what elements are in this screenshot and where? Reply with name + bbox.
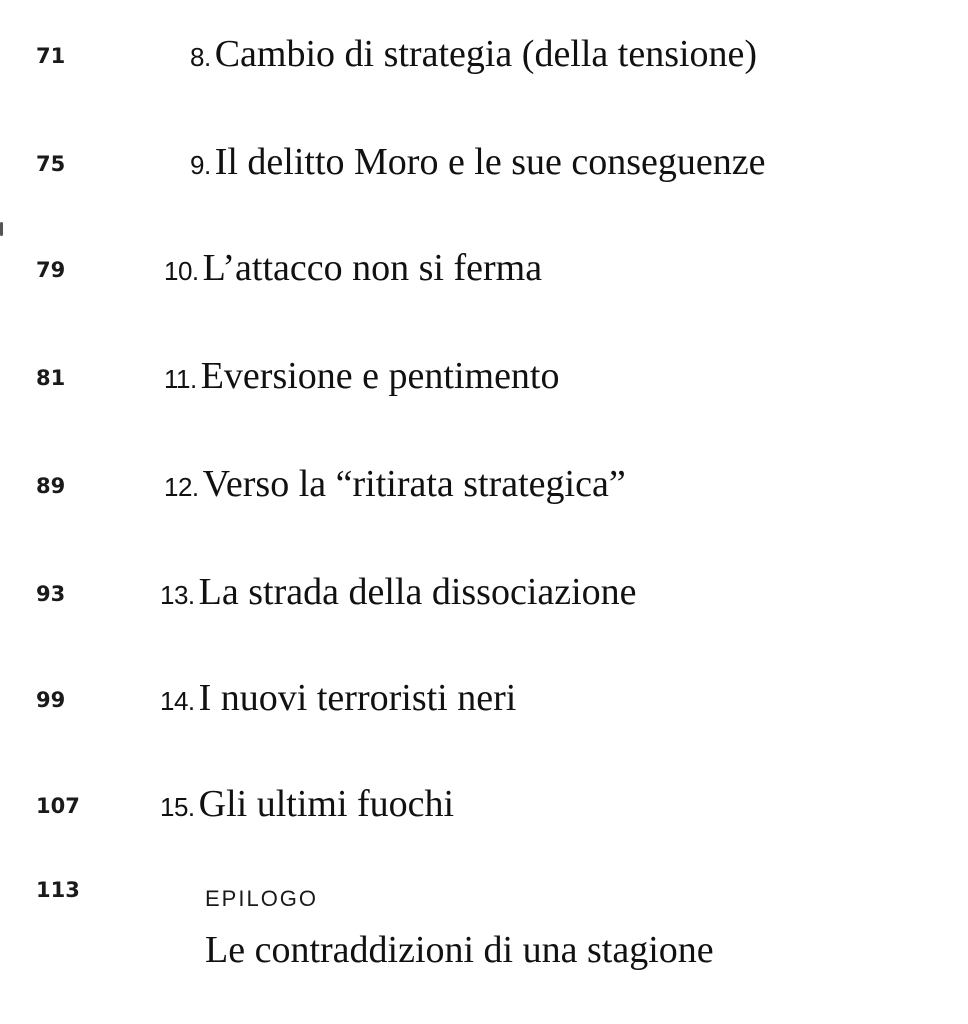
toc-entry-11[interactable]	[0, 352, 968, 412]
toc-entry-10[interactable]	[0, 244, 968, 304]
chapter-title-line	[160, 676, 516, 720]
chapter-title: I nuovi terroristi neri	[198, 677, 517, 719]
epilogue-label: EPILOGO	[205, 886, 319, 911]
chapter-title: Verso la “ritirata strategica”	[202, 463, 626, 505]
chapter-number: 12.	[164, 472, 199, 502]
toc-entry-8[interactable]	[0, 30, 968, 90]
chapter-number: 13.	[160, 580, 195, 610]
chapter-title-line	[190, 32, 757, 76]
toc-entry-14[interactable]	[0, 674, 968, 734]
chapter-title: L’attacco non si ferma	[202, 247, 543, 289]
page-number: 99	[36, 688, 66, 712]
toc-entry-12[interactable]	[0, 460, 968, 520]
chapter-title-line	[190, 140, 766, 184]
toc-entry-epilogue[interactable]	[0, 870, 968, 1000]
chapter-number: 11.	[164, 364, 197, 394]
chapter-title: Gli ultimi fuochi	[198, 783, 455, 825]
chapter-title: Cambio di strategia (della tensione)	[214, 33, 758, 75]
page-number: 93	[36, 582, 66, 606]
page-number: 113	[36, 878, 80, 902]
chapter-number: 14.	[160, 686, 195, 716]
page-number: 75	[36, 152, 66, 176]
chapter-number: 15.	[160, 792, 195, 822]
chapter-number: 10.	[164, 256, 199, 286]
chapter-number: 9.	[190, 150, 211, 180]
page-number: 71	[36, 44, 66, 68]
chapter-title-line	[160, 782, 454, 826]
page-number: 81	[36, 366, 66, 390]
chapter-title: La strada della dissociazione	[198, 571, 637, 613]
chapter-title-line	[160, 570, 637, 614]
page-number: 89	[36, 474, 66, 498]
chapter-title: Eversione e pentimento	[200, 355, 560, 397]
page-number: 79	[36, 258, 66, 282]
scan-artifact-mark	[0, 222, 3, 236]
chapter-title-line	[164, 462, 626, 506]
toc-entry-9[interactable]	[0, 138, 968, 198]
chapter-title: Il delitto Moro e le sue conseguenze	[214, 141, 766, 183]
chapter-title-line	[164, 354, 560, 398]
toc-entry-15[interactable]	[0, 780, 968, 840]
epilogue-title: Le contraddizioni di una stagione	[205, 929, 714, 971]
chapter-title-line	[164, 246, 542, 290]
chapter-number: 8.	[190, 42, 211, 72]
page-number: 107	[36, 794, 80, 818]
toc-entry-13[interactable]	[0, 568, 968, 628]
